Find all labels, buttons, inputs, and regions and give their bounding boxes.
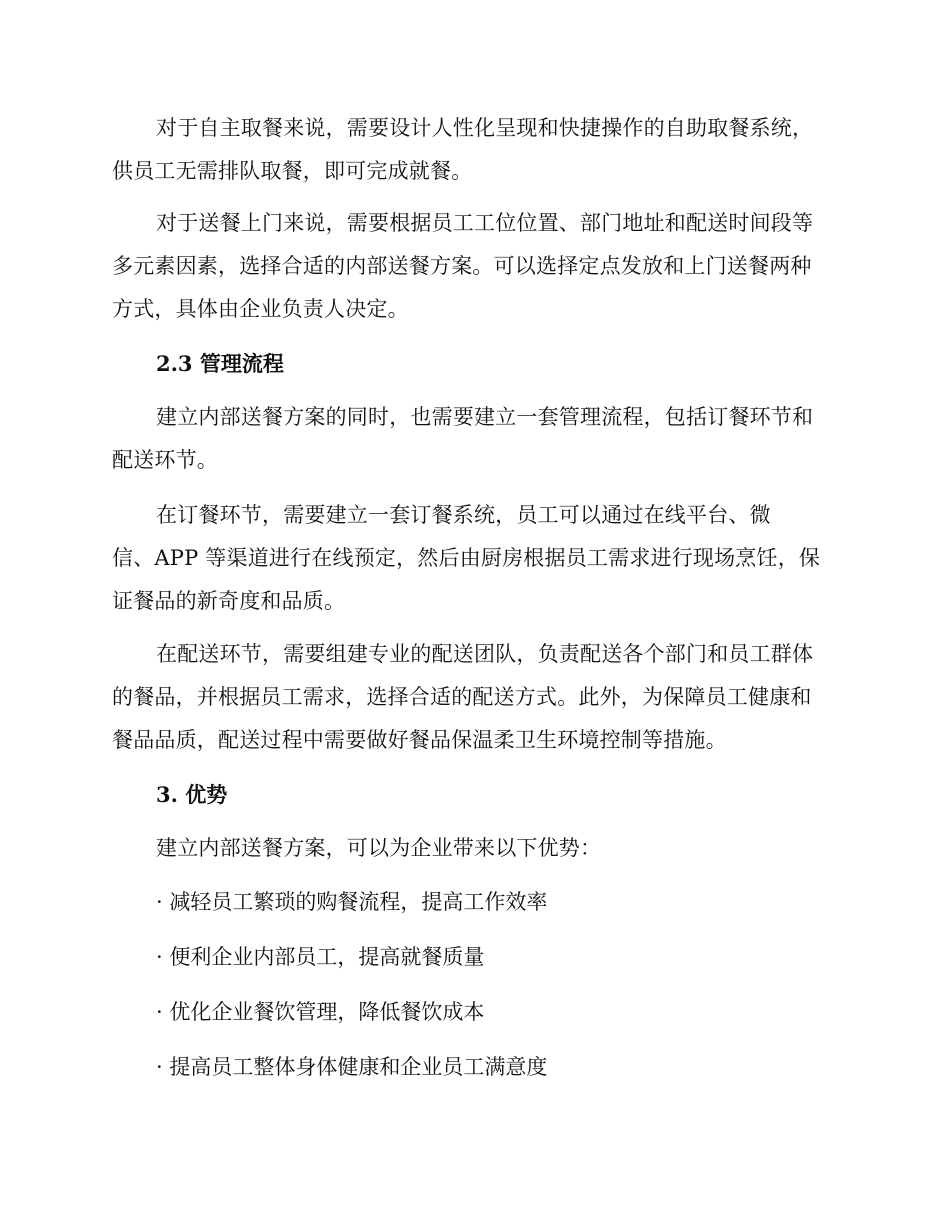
paragraph-line: 对于自主取餐来说，需要设计人性化呈现和快捷操作的自助取餐系统， [156, 116, 814, 140]
bullet-item: · 便利企业内部员工，提高就餐质量 [156, 945, 485, 969]
paragraph-line: 餐品品质，配送过程中需要做好餐品保温柔卫生环境控制等措施。 [112, 728, 727, 752]
paragraph-line: 供员工无需排队取餐，即可完成就餐。 [112, 159, 473, 183]
bullet-item: · 提高员工整体身体健康和企业员工满意度 [156, 1055, 548, 1079]
paragraph-line: 方式，具体由企业负责人决定。 [112, 297, 409, 321]
paragraph-line: 信、APP 等渠道进行在线预定，然后由厨房根据员工需求进行现场烹饪，保 [112, 546, 821, 570]
paragraph-door-delivery [112, 202, 832, 331]
bullet-item: · 减轻员工繁琐的购餐流程，提高工作效率 [156, 890, 548, 914]
paragraph-line: 在配送环节，需要组建专业的配送团队，负责配送各个部门和员工群体 [156, 642, 814, 666]
paragraph-line: 建立内部送餐方案，可以为企业带来以下优势： [156, 836, 602, 860]
paragraph-self-pickup [112, 107, 832, 193]
bullet-item: · 优化企业餐饮管理，降低餐饮成本 [156, 1000, 485, 1024]
paragraph-advantages-intro [112, 827, 832, 870]
paragraph-line: 证餐品的新奇度和品质。 [112, 589, 346, 613]
section-heading-management-process: 2.3 管理流程 [156, 351, 284, 376]
paragraph-delivery [112, 633, 832, 762]
paragraph-line: 对于送餐上门来说，需要根据员工工位位置、部门地址和配送时间段等 [156, 211, 814, 235]
section-heading-advantages: 3. 优势 [156, 782, 228, 807]
paragraph-line: 的餐品，并根据员工需求，选择合适的配送方式。此外，为保障员工健康和 [112, 685, 812, 709]
paragraph-line: 配送环节。 [112, 448, 218, 472]
paragraph-ordering [112, 494, 832, 623]
paragraph-management-intro [112, 396, 832, 482]
paragraph-line: 在订餐环节，需要建立一套订餐系统，员工可以通过在线平台、微 [156, 503, 771, 527]
paragraph-line: 多元素因素，选择合适的内部送餐方案。可以选择定点发放和上门送餐两种 [112, 254, 812, 278]
paragraph-line: 建立内部送餐方案的同时，也需要建立一套管理流程，包括订餐环节和 [156, 405, 814, 429]
